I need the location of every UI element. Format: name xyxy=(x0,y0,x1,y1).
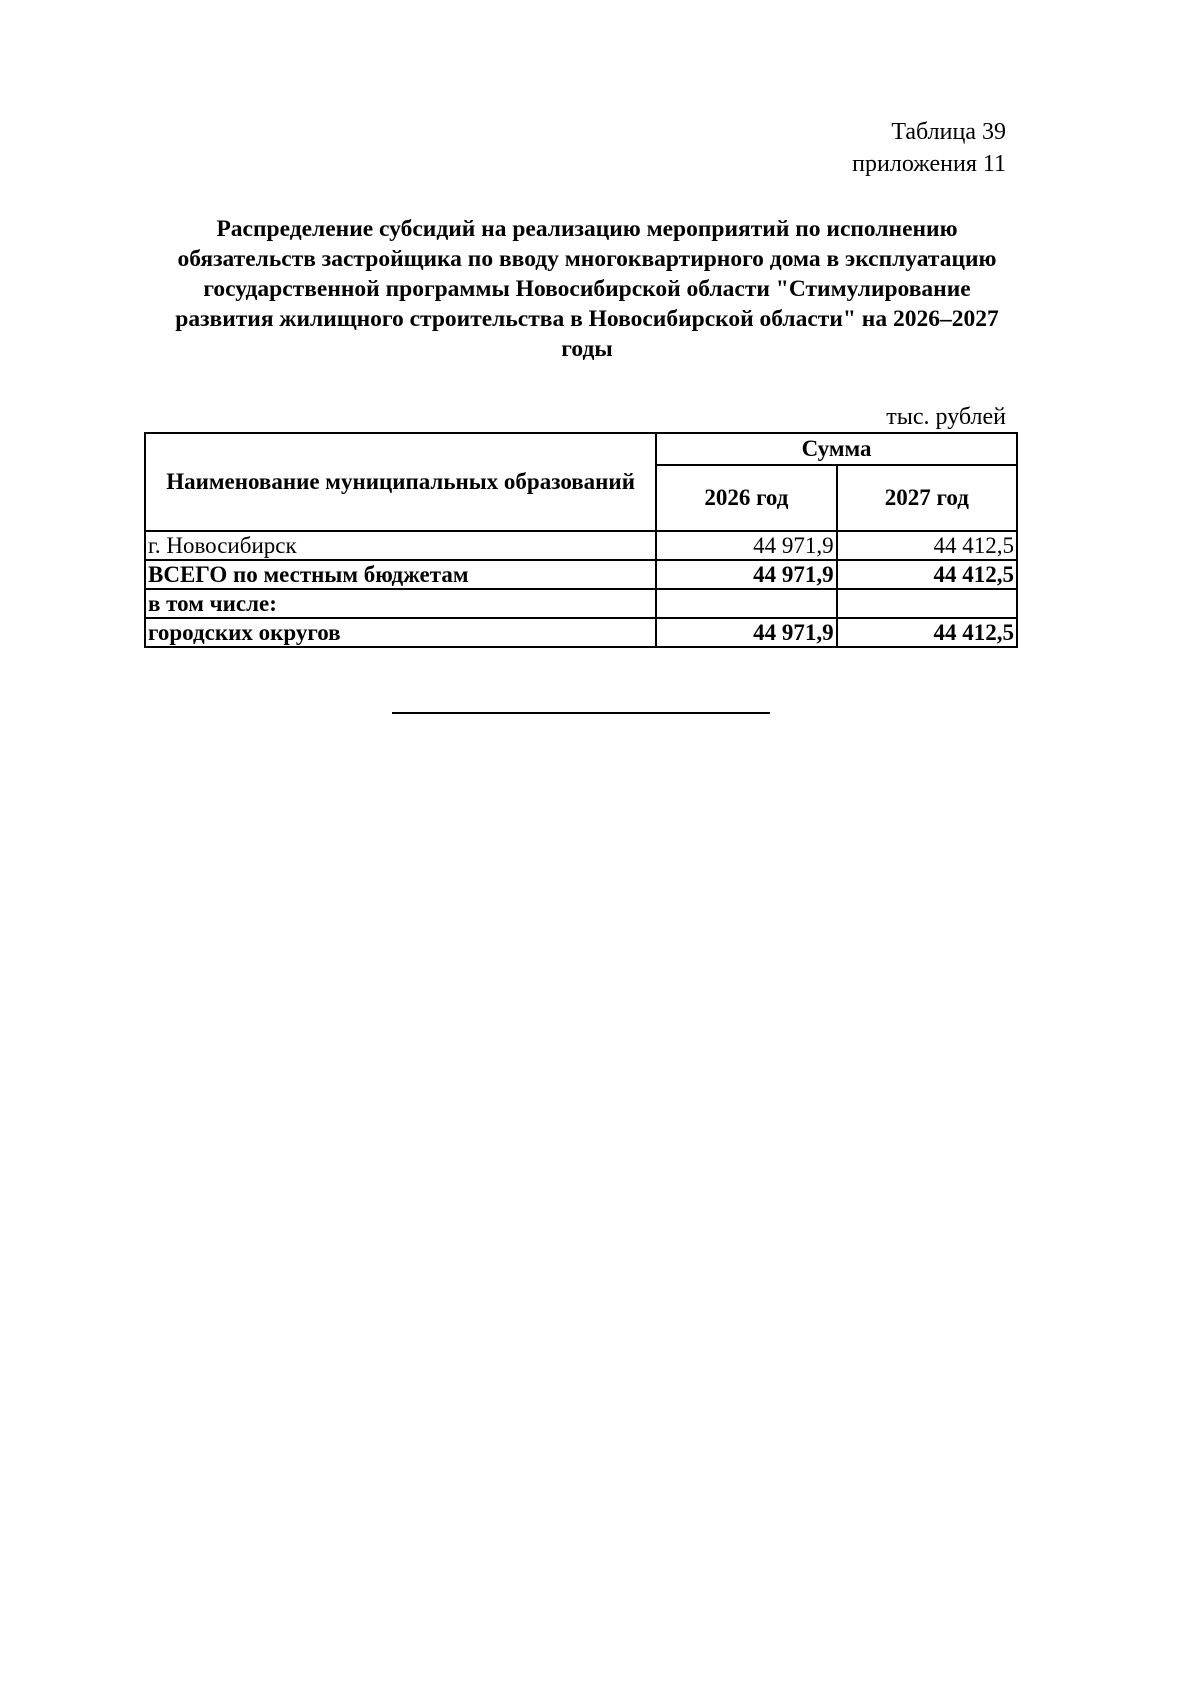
year-2027-header: 2027 год xyxy=(837,465,1017,531)
year-2026-header: 2026 год xyxy=(656,465,836,531)
table-reference xyxy=(852,116,1006,180)
units-label: тыс. рублей xyxy=(886,404,1006,430)
title-line: Распределение субсидий на реализацию мероприятий по исполнению xyxy=(216,216,958,242)
title-line: государственной программы Новосибирской области "Стимулирование xyxy=(203,276,971,302)
table-row-total xyxy=(145,560,1017,589)
row-value-2026 xyxy=(656,589,836,618)
row-value-2027: 44 412,5 xyxy=(837,560,1017,589)
document-title xyxy=(140,214,1034,364)
appendix-number: приложения 11 xyxy=(852,151,1006,177)
row-name: ВСЕГО по местным бюджетам xyxy=(145,560,656,589)
row-name: городских округов xyxy=(145,618,656,647)
municipality-column-header: Наименование муниципальных образований xyxy=(145,433,656,531)
row-value-2026: 44 971,9 xyxy=(656,531,836,560)
row-name: в том числе: xyxy=(145,589,656,618)
table-row-urban-districts xyxy=(145,618,1017,647)
title-line: обязательств застройщика по вводу многоквартирного дома в эксплуатацию xyxy=(177,246,997,272)
table-row-including xyxy=(145,589,1017,618)
row-value-2027: 44 412,5 xyxy=(837,531,1017,560)
closing-divider xyxy=(392,712,770,714)
subsidy-table xyxy=(144,432,1018,648)
row-value-2026: 44 971,9 xyxy=(656,560,836,589)
sum-column-header: Сумма xyxy=(656,433,1017,465)
title-line: годы xyxy=(561,336,613,362)
table-number: Таблица 39 xyxy=(891,119,1006,145)
table-row xyxy=(145,531,1017,560)
row-value-2026: 44 971,9 xyxy=(656,618,836,647)
row-value-2027: 44 412,5 xyxy=(837,618,1017,647)
row-value-2027 xyxy=(837,589,1017,618)
title-line: развития жилищного строительства в Новосибирской области" на 2026–2027 xyxy=(175,306,999,332)
row-name: г. Новосибирск xyxy=(145,531,656,560)
